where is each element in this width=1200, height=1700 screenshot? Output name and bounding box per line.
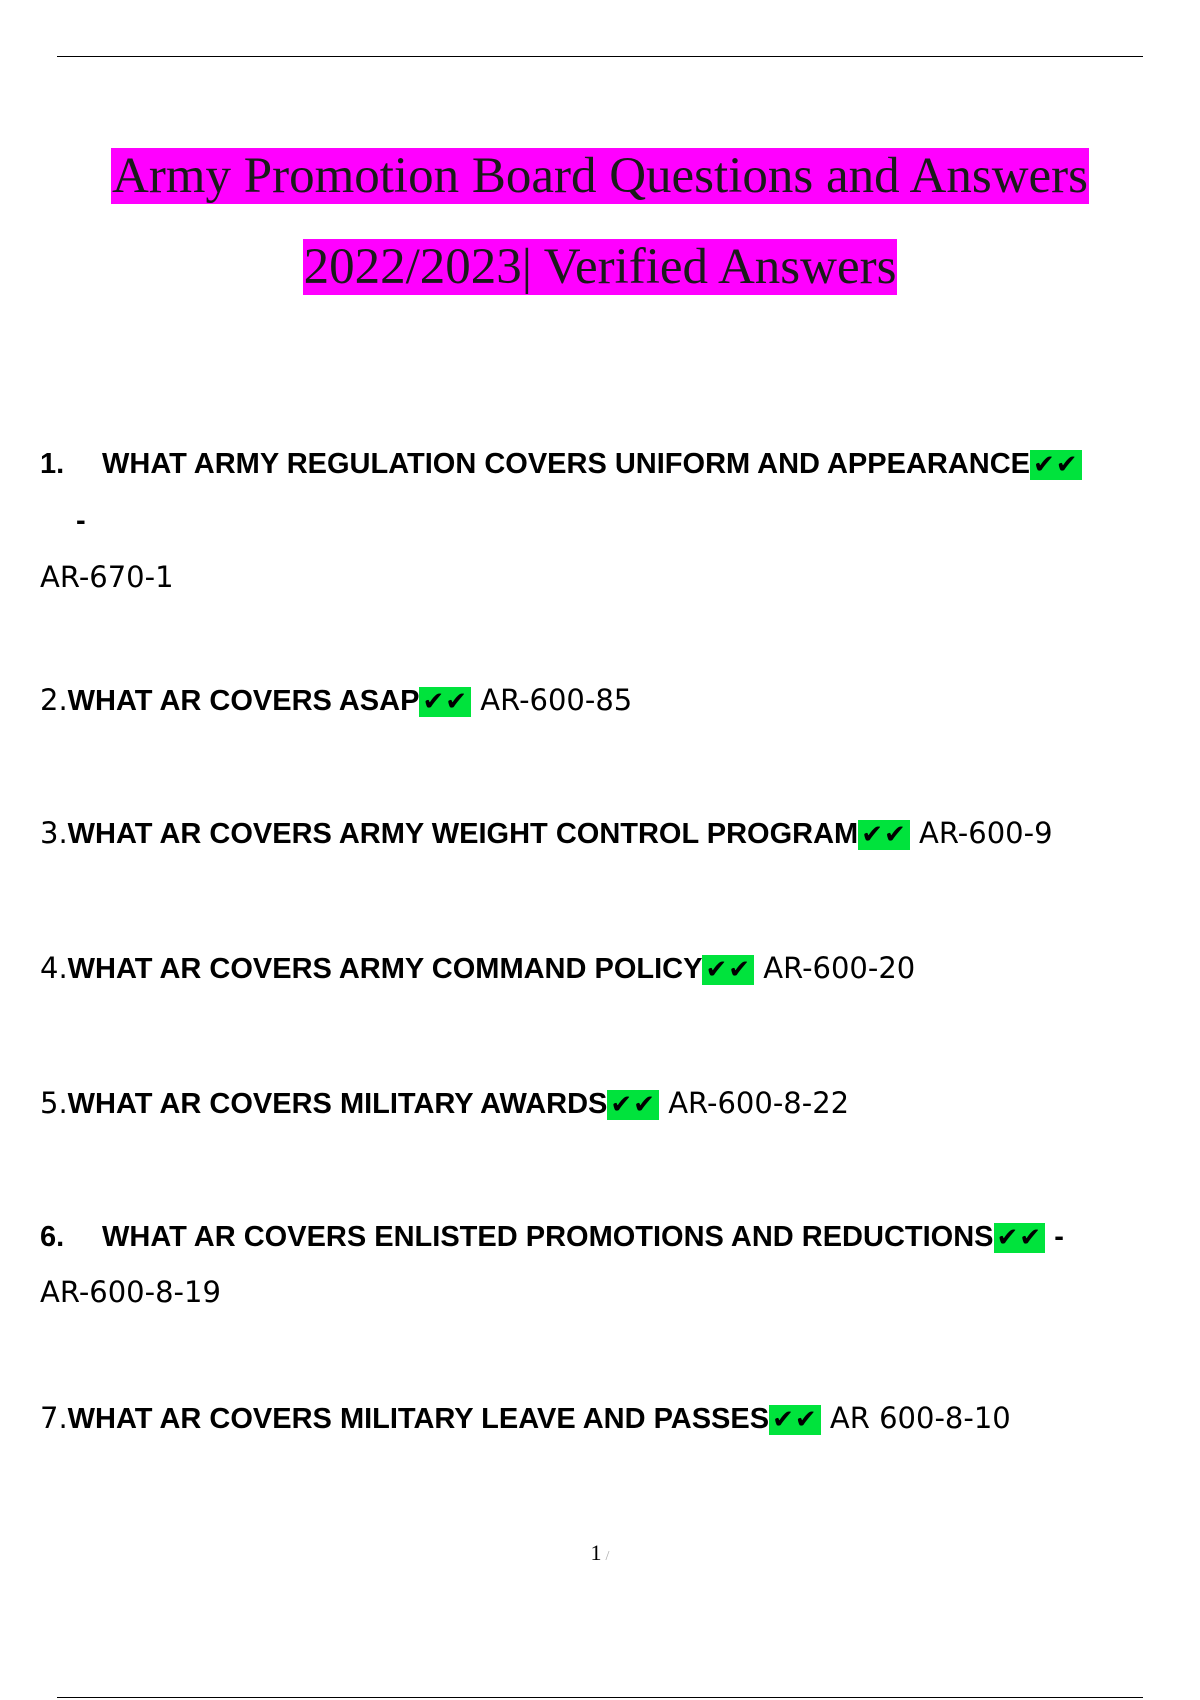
question-4 <box>40 951 915 986</box>
answer-text: AR-600-8-22 <box>668 1086 850 1120</box>
question-text: WHAT AR COVERS ENLISTED PROMOTIONS AND REDUCTIONS <box>102 1221 994 1253</box>
document-title-line-1: Army Promotion Board Questions and Answers <box>111 148 1089 204</box>
question-1-dash: - <box>76 505 86 537</box>
answer-text: AR-600-85 <box>480 683 633 717</box>
check-mark-icon: ✔✔ <box>769 1405 821 1435</box>
question-7 <box>40 1401 1011 1436</box>
question-dash: - <box>1054 1221 1064 1253</box>
question-text: WHAT AR COVERS ARMY WEIGHT CONTROL PROGRAM <box>67 818 859 850</box>
question-text: WHAT AR COVERS ARMY COMMAND POLICY <box>67 953 703 985</box>
page-number-value: 1 <box>590 1540 602 1565</box>
page-separator: / <box>605 1549 610 1564</box>
check-mark-icon: ✔✔ <box>994 1223 1046 1253</box>
answer-text: AR-600-9 <box>918 816 1053 850</box>
answer-text: AR-600-20 <box>763 951 916 985</box>
question-number: 1. <box>40 448 65 480</box>
answer-6: AR-600-8-19 <box>40 1275 221 1309</box>
question-number: 7. <box>40 1401 68 1435</box>
question-3 <box>40 816 1053 851</box>
check-mark-icon: ✔✔ <box>607 1090 659 1120</box>
question-text: WHAT AR COVERS MILITARY AWARDS <box>67 1088 608 1120</box>
document-title-line-2: 2022/2023| Verified Answers <box>303 239 897 295</box>
page-number <box>0 1540 1200 1566</box>
bottom-rule <box>57 1697 1143 1698</box>
check-mark-icon: ✔✔ <box>419 687 471 717</box>
question-number: 2. <box>40 683 68 717</box>
question-text: WHAT ARMY REGULATION COVERS UNIFORM AND APPEARANCE <box>102 448 1030 480</box>
question-number: 4. <box>40 951 68 985</box>
question-2 <box>40 683 632 718</box>
question-number: 5. <box>40 1086 68 1120</box>
check-mark-icon: ✔✔ <box>1030 450 1082 480</box>
top-rule <box>57 56 1143 57</box>
question-number: 3. <box>40 816 68 850</box>
answer-1: AR-670-1 <box>40 560 174 594</box>
question-5 <box>40 1086 849 1121</box>
check-mark-icon: ✔✔ <box>702 955 754 985</box>
answer-text: AR 600-8-10 <box>829 1401 1011 1435</box>
question-1 <box>40 446 1082 481</box>
check-mark-icon: ✔✔ <box>858 820 910 850</box>
question-6 <box>40 1219 1064 1254</box>
question-text: WHAT AR COVERS ASAP <box>67 685 420 717</box>
question-number: 6. <box>40 1221 65 1253</box>
question-text: WHAT AR COVERS MILITARY LEAVE AND PASSES <box>67 1403 770 1435</box>
